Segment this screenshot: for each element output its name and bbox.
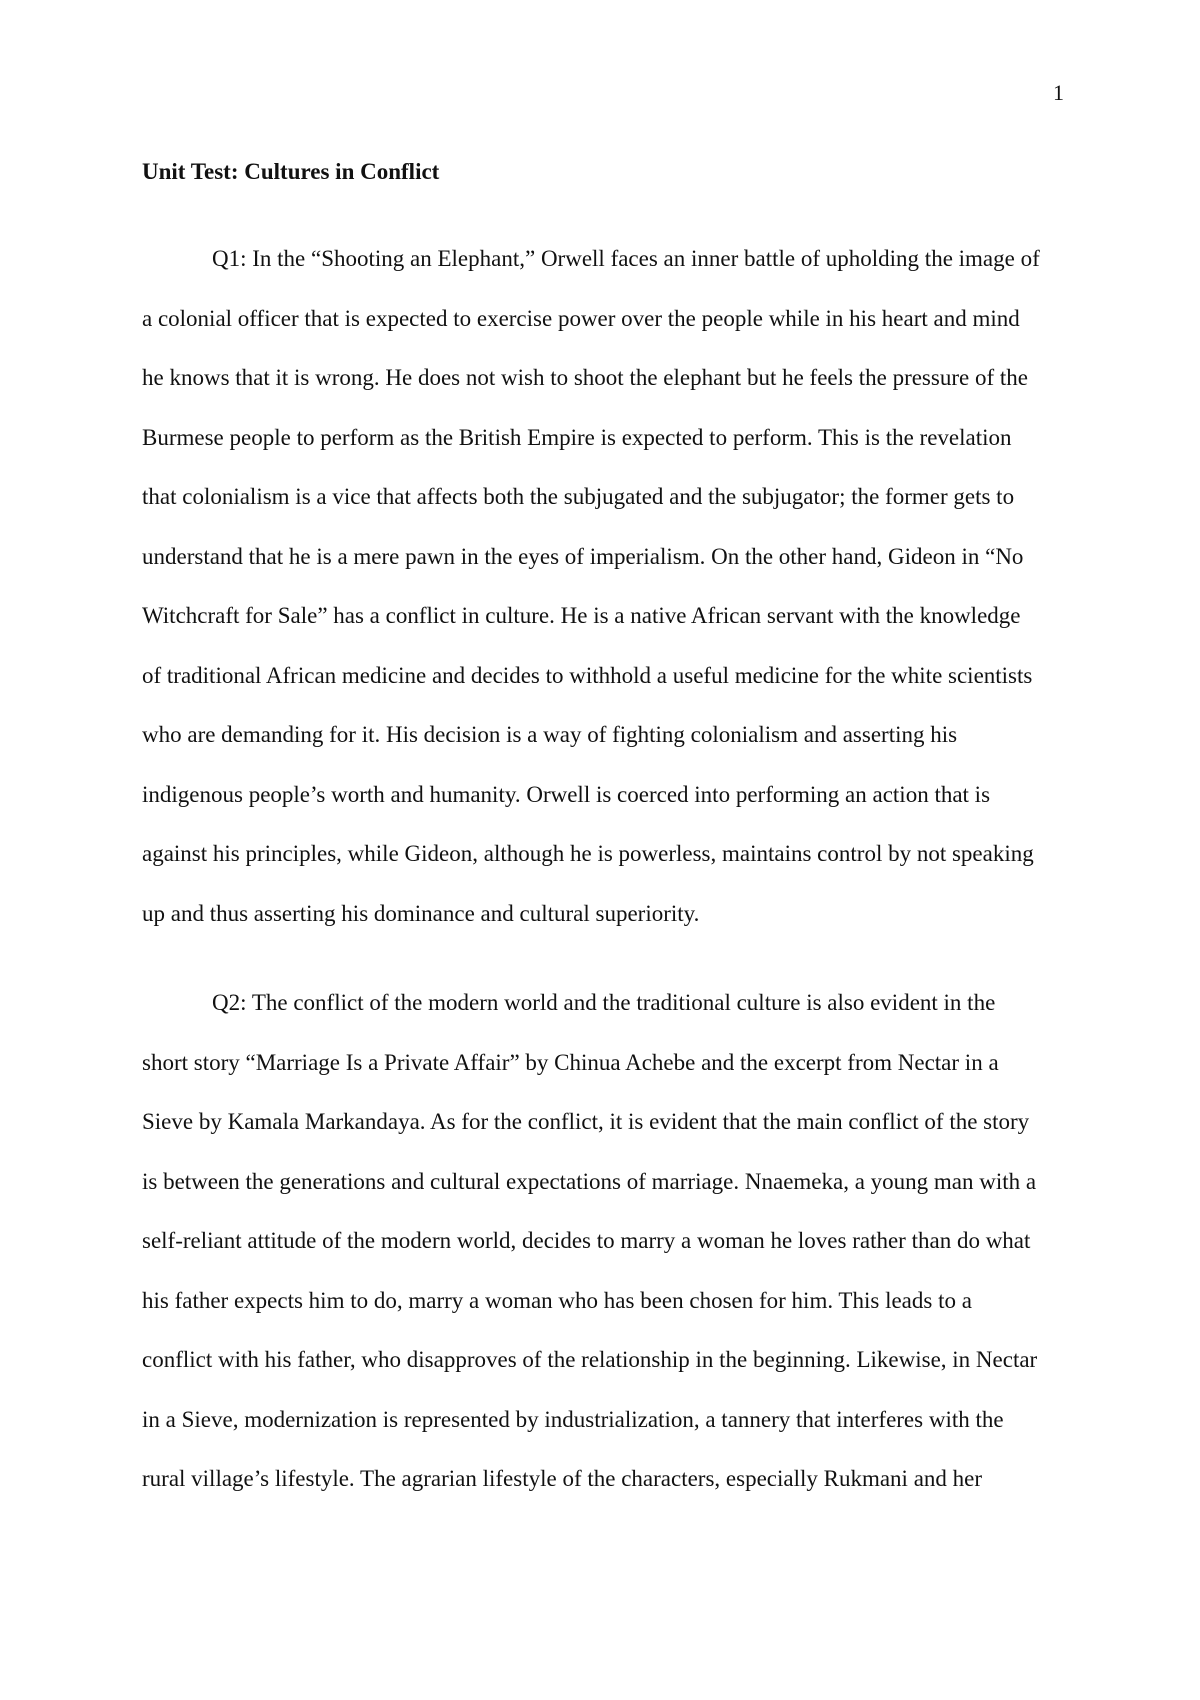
paragraph-line: Sieve by Kamala Markandaya. As for the conflict, it is evident that the main conflict of the story [142, 1109, 1030, 1134]
paragraph-line: he knows that it is wrong. He does not wish to shoot the elephant but he feels the pressure of the [142, 365, 1028, 390]
paragraph-line: indigenous people’s worth and humanity. Orwell is coerced into performing an action that is [142, 781, 991, 807]
paragraph-line: his father expects him to do, marry a woman who has been chosen for him. This leads to a [142, 1287, 972, 1313]
paragraph-line: self-reliant attitude of the modern world, decides to marry a woman he loves rather than do what [142, 1228, 1031, 1253]
paragraph-line: understand that he is a mere pawn in the eyes of imperialism. On the other hand, Gideon in “No [142, 543, 1024, 569]
document-title: Unit Test: Cultures in Conflict [142, 159, 440, 184]
paragraph-line: Witchcraft for Sale” has a conflict in culture. He is a native African servant with the knowledge [142, 603, 1021, 628]
paragraph-line: conflict with his father, who disapproves of the relationship in the beginning. Likewise, in Nectar [142, 1347, 1038, 1372]
paragraph-line: who are demanding for it. His decision is a way of fighting colonialism and asserting his [142, 722, 958, 747]
paragraph-q1 [142, 229, 1062, 943]
paragraph-line: up and thus asserting his dominance and cultural superiority. [142, 900, 700, 926]
paragraph-line: rural village’s lifestyle. The agrarian lifestyle of the characters, especially Rukmani and her [142, 1466, 983, 1491]
paragraph-line: a colonial officer that is expected to exercise power over the people while in his heart and mind [142, 305, 1020, 331]
paragraph-line: Q2: The conflict of the modern world and the traditional culture is also evident in the [212, 990, 996, 1015]
page-number: 1 [1053, 80, 1064, 105]
paragraph-line: of traditional African medicine and decides to withhold a useful medicine for the white scientists [142, 662, 1033, 688]
paragraph-line: against his principles, while Gideon, although he is powerless, maintains control by not speaking [142, 841, 1034, 866]
paragraph-line: Burmese people to perform as the British Empire is expected to perform. This is the revelation [142, 424, 1012, 450]
paragraph-q2 [142, 973, 1062, 1509]
paragraph-line: in a Sieve, modernization is represented by industrialization, a tannery that interferes with the [142, 1406, 1004, 1432]
paragraph-line: Q1: In the “Shooting an Elephant,” Orwell faces an inner battle of upholding the image of [212, 246, 1040, 271]
paragraph-line: is between the generations and cultural expectations of marriage. Nnaemeka, a young man with a [142, 1168, 1037, 1194]
paragraph-line: that colonialism is a vice that affects both the subjugated and the subjugator; the former gets to [142, 484, 1015, 509]
paragraph-line: short story “Marriage Is a Private Affair” by Chinua Achebe and the excerpt from Nectar in a [142, 1049, 999, 1075]
